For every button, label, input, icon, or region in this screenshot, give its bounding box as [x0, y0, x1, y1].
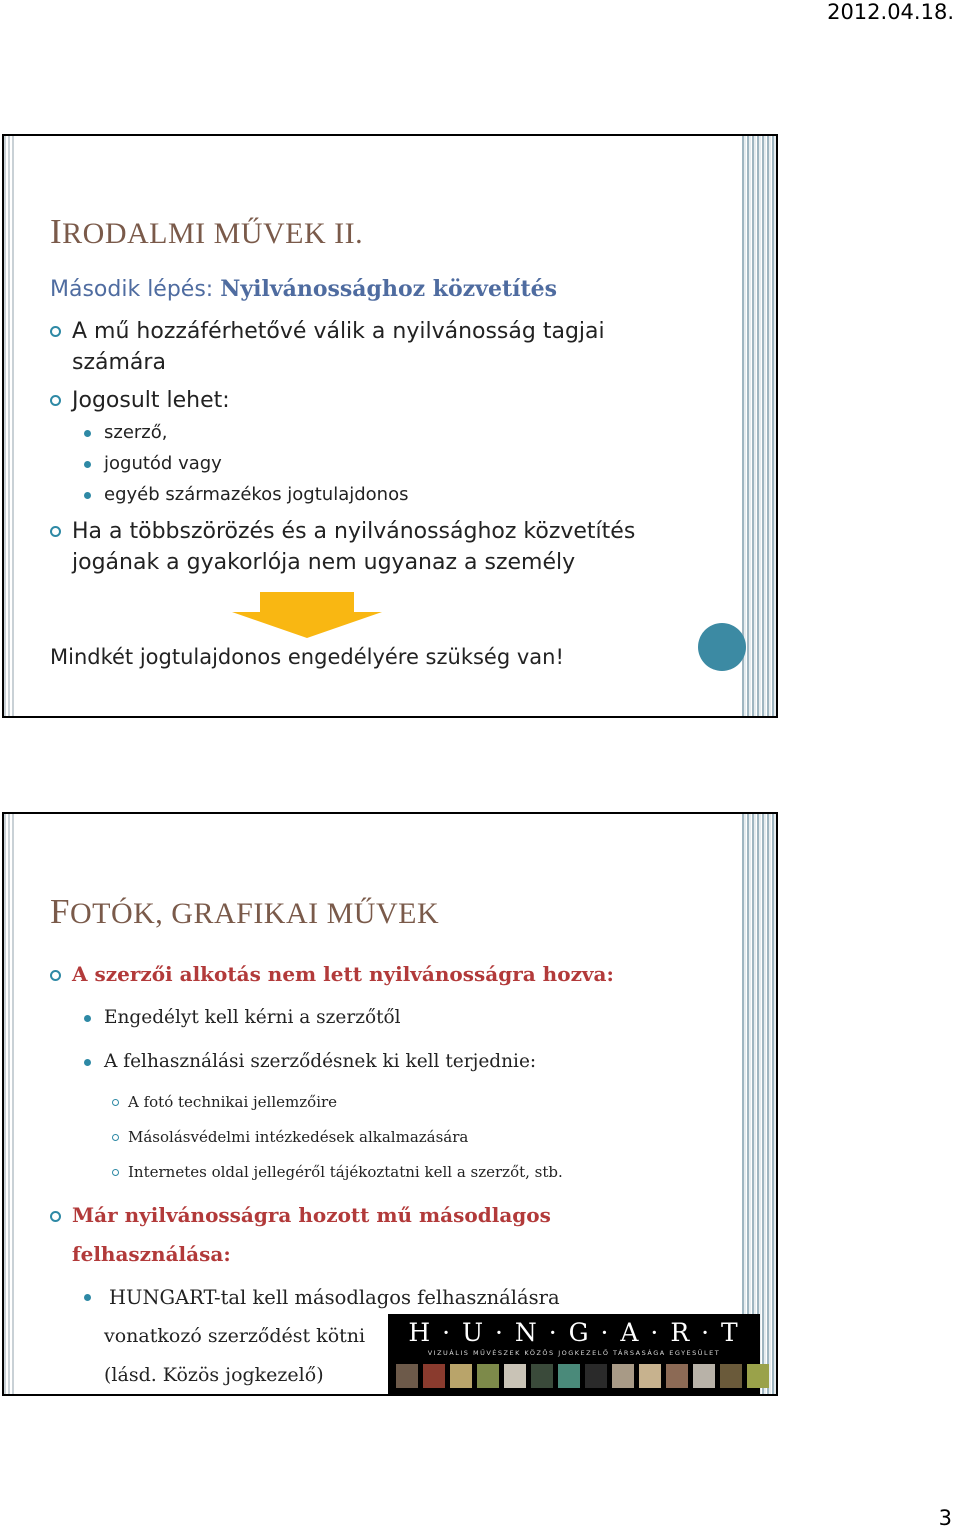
- sub-bullet-item: szerző,: [104, 422, 167, 443]
- dot-bullet-icon: [84, 430, 91, 437]
- right-stripe-decoration: [742, 814, 776, 1394]
- slide-subtitle: Második lépés: Nyilvánossághoz közvetítés: [50, 276, 558, 302]
- sub-bullet-continuation: (lásd. Közös jogkezelő): [104, 1364, 324, 1386]
- logo-name: H · U · N · G · A · R · T: [408, 1318, 740, 1347]
- bullet-item-continuation: felhasználása:: [72, 1242, 231, 1266]
- bullet-item: Jogosult lehet:: [72, 385, 230, 416]
- artwork-thumbnail: [693, 1364, 715, 1388]
- ring-bullet-icon: [112, 1169, 119, 1176]
- dot-bullet-icon: [84, 492, 91, 499]
- sub-sub-bullet-item: Internetes oldal jellegéről tájékoztatni kell a szerzőt, stb.: [128, 1163, 563, 1181]
- ring-bullet-icon: [50, 1211, 61, 1222]
- logo-tagline: VIZUÁLIS MŰVÉSZEK KÖZÖS JOGKEZELŐ TÁRSASÁGA EGYESÜLET: [427, 1349, 721, 1357]
- artwork-thumbnail: [396, 1364, 418, 1388]
- sub-sub-bullet-item: Másolásvédelmi intézkedések alkalmazására: [128, 1128, 468, 1146]
- ring-bullet-icon: [50, 395, 61, 406]
- bullet-item: A szerzői alkotás nem lett nyilvánosságra hozva:: [72, 962, 614, 986]
- slide-irodalmi-muvek: [2, 134, 778, 718]
- artwork-thumbnail: [450, 1364, 472, 1388]
- down-arrow-icon: [232, 592, 382, 638]
- artwork-thumbnail: [639, 1364, 661, 1388]
- sub-bullet-continuation: vonatkozó szerződést kötni: [104, 1325, 366, 1347]
- artwork-thumbnail: [531, 1364, 553, 1388]
- ring-bullet-icon: [50, 326, 61, 337]
- left-stripe-decoration: [4, 136, 14, 716]
- sub-bullet-item: A felhasználási szerződésnek ki kell terjednie:: [104, 1051, 536, 1072]
- left-stripe-decoration: [4, 814, 14, 1394]
- artwork-thumbnail: [612, 1364, 634, 1388]
- dot-bullet-icon: [84, 1015, 91, 1022]
- page-date: 2012.04.18.: [827, 0, 954, 24]
- artwork-thumbnail: [423, 1364, 445, 1388]
- right-stripe-decoration: [742, 136, 776, 716]
- ring-bullet-icon: [112, 1099, 119, 1106]
- artwork-thumbnail: [585, 1364, 607, 1388]
- artwork-thumbnail: [504, 1364, 526, 1388]
- conclusion-text: Mindkét jogtulajdonos engedélyére szükség van!: [50, 645, 564, 669]
- logo-artwork-strip: [396, 1364, 769, 1388]
- slide-fotok-grafikai-muvek: [2, 812, 778, 1396]
- dot-bullet-icon: [84, 1059, 91, 1066]
- bullet-item: Már nyilvánosságra hozott mű másodlagos: [72, 1203, 551, 1227]
- ring-bullet-icon: [50, 526, 61, 537]
- sub-bullet-item: jogutód vagy: [104, 453, 222, 474]
- slide-title: FOTÓK, GRAFIKAI MŰVEK: [50, 892, 440, 931]
- artwork-thumbnail: [747, 1364, 769, 1388]
- bullet-item: A mű hozzáférhetővé válik a nyilvánosság tagjai számára: [72, 316, 692, 378]
- dot-bullet-icon: [84, 1294, 91, 1301]
- sub-bullet-item: HUNGART-tal kell másodlagos felhasználásra: [104, 1286, 560, 1309]
- artwork-thumbnail: [558, 1364, 580, 1388]
- bullet-item: Ha a többszörözés és a nyilvánossághoz közvetítés jogának a gyakorlója nem ugyanaz a személy: [72, 516, 702, 578]
- artwork-thumbnail: [666, 1364, 688, 1388]
- slide-title: IRODALMI MŰVEK II.: [50, 212, 364, 251]
- artwork-thumbnail: [477, 1364, 499, 1388]
- dot-bullet-icon: [84, 461, 91, 468]
- page-number: 3: [938, 1506, 952, 1530]
- hungart-logo: [388, 1314, 760, 1396]
- artwork-thumbnail: [720, 1364, 742, 1388]
- ring-bullet-icon: [50, 970, 61, 981]
- sub-sub-bullet-item: A fotó technikai jellemzőire: [128, 1093, 337, 1111]
- sub-bullet-item: egyéb származékos jogtulajdonos: [104, 484, 408, 505]
- decorative-circle: [698, 623, 746, 671]
- sub-bullet-item: Engedélyt kell kérni a szerzőtől: [104, 1007, 401, 1028]
- ring-bullet-icon: [112, 1134, 119, 1141]
